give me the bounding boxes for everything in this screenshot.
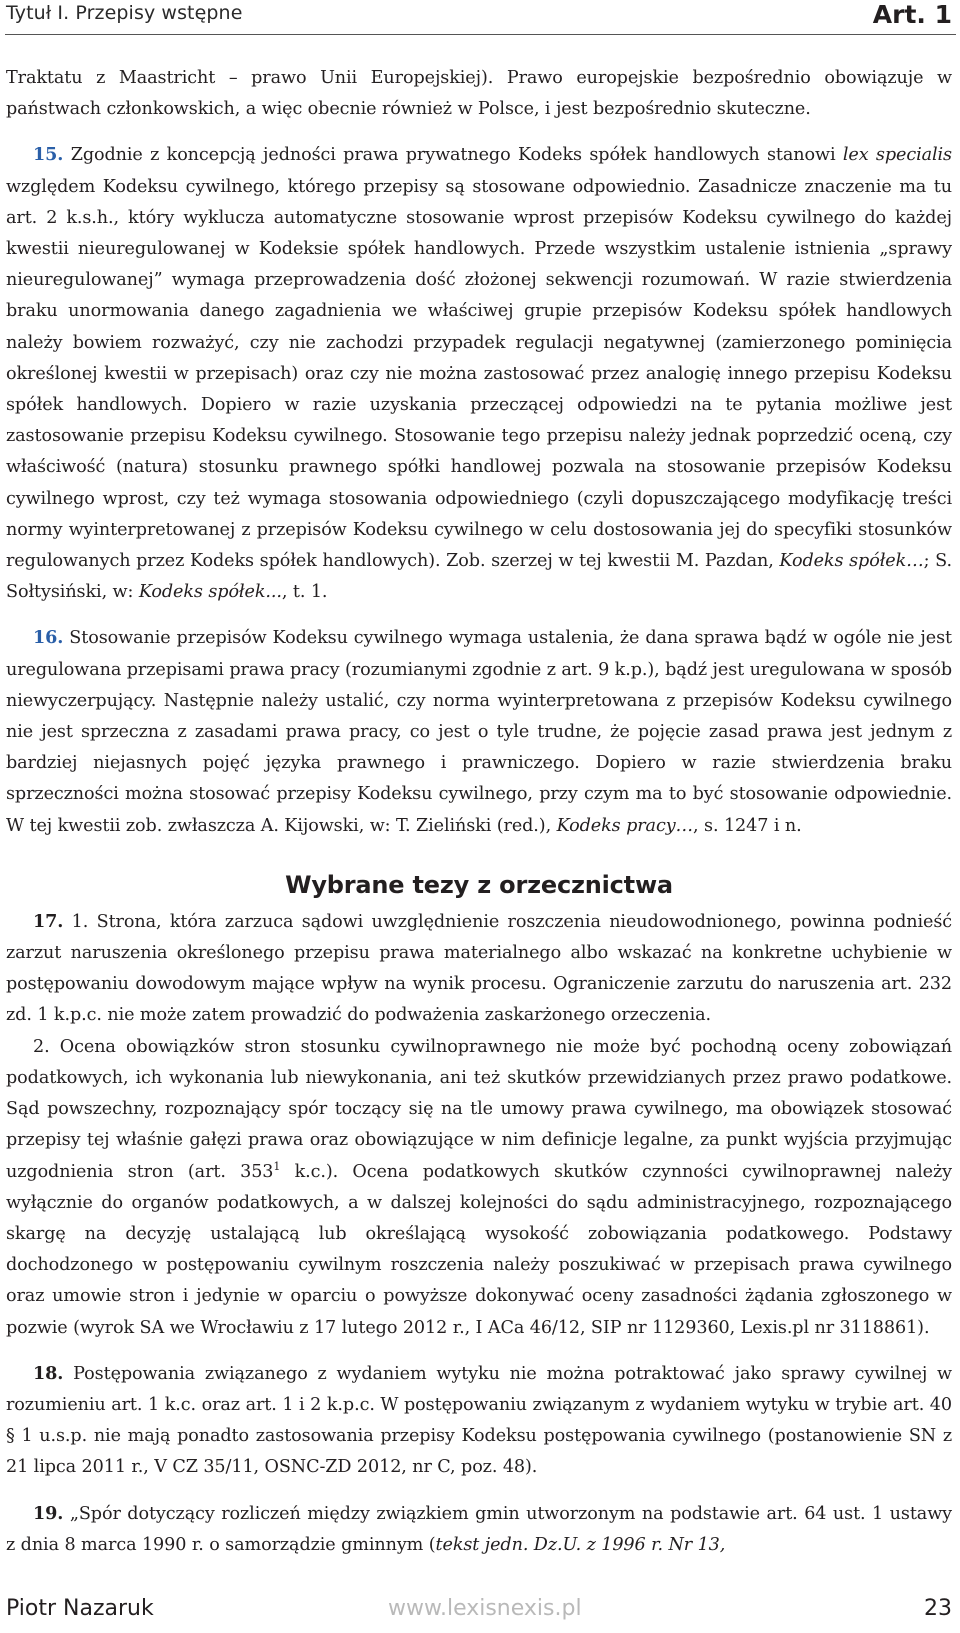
italic-citation: tekst jedn. Dz.U. z 1996 r. Nr 13, [435,1534,726,1555]
italic-term: lex specialis [842,145,952,166]
paragraph-text: Postępowania związanego z wydaniem wytyku nie można potraktować jako sprawy cywilnej w rozumieniu art. 1 k.c. oraz art. 1 i 2 k.p.c. W postępowaniu związanym z wydaniem wytyku w trybie art. 40 § 1 u.s.p. nie mają ponadto zastosowania przepisy Kodeksu postępowania cywilnego (postanowienie SN z 21 lipca 2011 r., V CZ 35/11, OSNC-ZD 2012, nr C, poz. 48). [6,1363,952,1478]
paragraph-text: 2. Ocena obowiązków stron stosunku cywilnoprawnego nie może być pochodną oceny zobowiązań podatkowych, ich wykonania lub niewykonania, ani też skutków przewidzianych przez prawo podatkowe. Sąd powszechny, rozpoznający spór toczący się na tle umowy prawa cywilnego, ma obowiązek stosować przepisy tej właśnie gałęzi prawa oraz obowiązujące w nim definicje legalne, za punkt wyjścia przyjmując uzgodnienia stron (art. 353 [6,1036,952,1182]
footer-author: Piotr Nazaruk [6,1596,154,1621]
marginal-number: 17. [33,910,64,932]
paragraph-text: Stosowanie przepisów Kodeksu cywilnego wymaga ustalenia, że dana sprawa bądź w ogóle nie jest uregulowana przepisami prawa pracy (rozumianymi zgodnie z art. 9 k.p.), bądź jest uregulowana w sposób niewyczerpujący. Następnie należy ustalić, czy norma wyinterpretowana z przepisów Kodeksu cywilnego nie jest sprzeczna z zasadami prawa pracy, co jest o tyle trudne, że pojęcie zasad prawa jest jednym z bardziej niejasnych pojęć języka prawnego i prawniczego. Dopiero w razie stwierdzenia braku sprzeczności można stosować przepisy Kodeksu cywilnego, przy czym ma to być stosowanie odpowiednie. W tej kwestii zob. zwłaszcza A. Kijowski, w: T. Zieliński (red.), [6,628,952,836]
header-rule [5,34,956,35]
paragraph-text: , s. 1247 i n. [693,815,802,836]
paragraph-19 [6,1498,952,1561]
paragraph-continued [6,63,952,125]
italic-title: Kodeks spółek… [779,551,924,572]
page-number: 23 [924,1596,952,1621]
running-title: Tytuł I. Przepisy wstępne [6,2,243,24]
page-header [0,0,960,36]
footer-url[interactable]: www.lexisnexis.pl [388,1596,582,1621]
paragraph-15 [6,139,952,608]
marginal-number: 15. [33,144,64,166]
paragraph-text: Traktatu z Maastricht – prawo Unii Europejskiej). Prawo europejskie bezpośrednio obowiązuje w państwach członkowskich, a więc obecnie również w Polsce, i jest bezpośrednio skuteczne. [6,68,952,120]
paragraph-18 [6,1358,952,1484]
section-title: Wybrane tezy z orzecznictwa [285,870,673,899]
page-body [6,63,952,1561]
marginal-number: 19. [33,1502,64,1524]
article-label: Art. 1 [872,0,952,29]
marginal-number: 18. [33,1362,64,1384]
paragraph-17 [6,906,952,1032]
superscript: 1 [273,1159,281,1173]
paragraph-text: , t. 1. [281,582,328,603]
paragraph-text: k.c.). Ocena podatkowych skutków czynności cywilnoprawnej należy wyłącznie do organów podatkowych, a w dalszej kolejności do sądu administracyjnego, rozpoznającego skargę na decyzję ustalającą lub określającą wysokość zobowiązania podatkowego. Podstawy dochodzonego w postępowaniu cywilnym roszczenia należy poszukiwać w przepisach prawa cywilnego oraz umowie stron i jedynie w oparciu o powyższe dokonywać oceny zasadności żądania zgłoszonego w pozwie (wyrok SA we Wrocławiu z 17 lutego 2012 r., I ACa 46/12, SIP nr 1129360, Lexis.pl nr 3118861). [6,1161,952,1338]
italic-title: Kodeks pracy… [556,815,694,836]
italic-title: Kodeks spółek... [138,582,282,603]
marginal-number: 16. [33,627,64,649]
paragraph-text: 1. Strona, która zarzuca sądowi uwzględnienie roszczenia nieudowodnionego, powinna podnieść zarzut naruszenia określonego przepisu prawa materialnego albo wskazać na konkretne uchybienie w postępowaniu dowodowym mające wpływ na wynik procesu. Ograniczenie zarzutu do naruszenia art. 232 zd. 1 k.p.c. nie może zatem prowadzić do podważenia zaskarżonego orzeczenia. [6,911,952,1026]
paragraph-text: Zgodnie z koncepcją jedności prawa prywatnego Kodeks spółek handlowych stanowi [63,145,843,166]
paragraph-text: względem Kodeksu cywilnego, którego przepisy są stosowane odpowiednio. Zasadnicze znaczenie ma tu art. 2 k.s.h., który wyklucza automatyczne stosowanie wprost przepisów Kodeksu cywilnego do każdej kwestii nieuregulowanej w Kodeksie spółek handlowych. Przede wszystkim ustalenie istnienia „sprawy nieuregulowanej” wymaga przeprowadzenia dość złożonej sekwencji rozumowań. W razie stwierdzenia braku unormowania danego zagadnienia we właściwej grupie przepisów Kodeksu spółek handlowych należy bowiem rozważyć, czy nie zachodzi przypadek regulacji negatywnej (zamierzonego pominięcia określonej kwestii w przepisach) oraz czy nie można zastosować przez analogię innego przepisu Kodeksu spółek handlowych. Dopiero w razie uzyskania przeczącej odpowiedzi na te pytania możliwe jest zastosowanie przepisu Kodeksu cywilnego. Stosowanie tego przepisu należy jednak poprzedzić oceną, czy właściwość (natura) stosunku prawnego spółki handlowej pozwala na stosowanie przepisów Kodeksu cywilnego wprost, czy też wymaga stosowania odpowiedniego (czyli dopuszczającego modyfikację treści normy wyinterpretowanej z przepisów Kodeksu cywilnego w celu dostosowania jej do specyfiki stosunków regulowanych przez Kodeks spółek handlowych). Zob. szerzej w tej kwestii M. Pazdan, [6,176,952,572]
paragraph-text: ; S. Sołtysiński, w: [6,551,953,603]
paragraph-17-2 [6,1032,952,1344]
page-footer [0,1592,960,1632]
paragraph-text: „Spór dotyczący rozliczeń między związkiem gmin utworzonym na podstawie art. 64 ust. 1 ustawy z dnia 8 marca 1990 r. o samorządzie gminnym ( [6,1503,952,1555]
paragraph-16 [6,622,952,841]
